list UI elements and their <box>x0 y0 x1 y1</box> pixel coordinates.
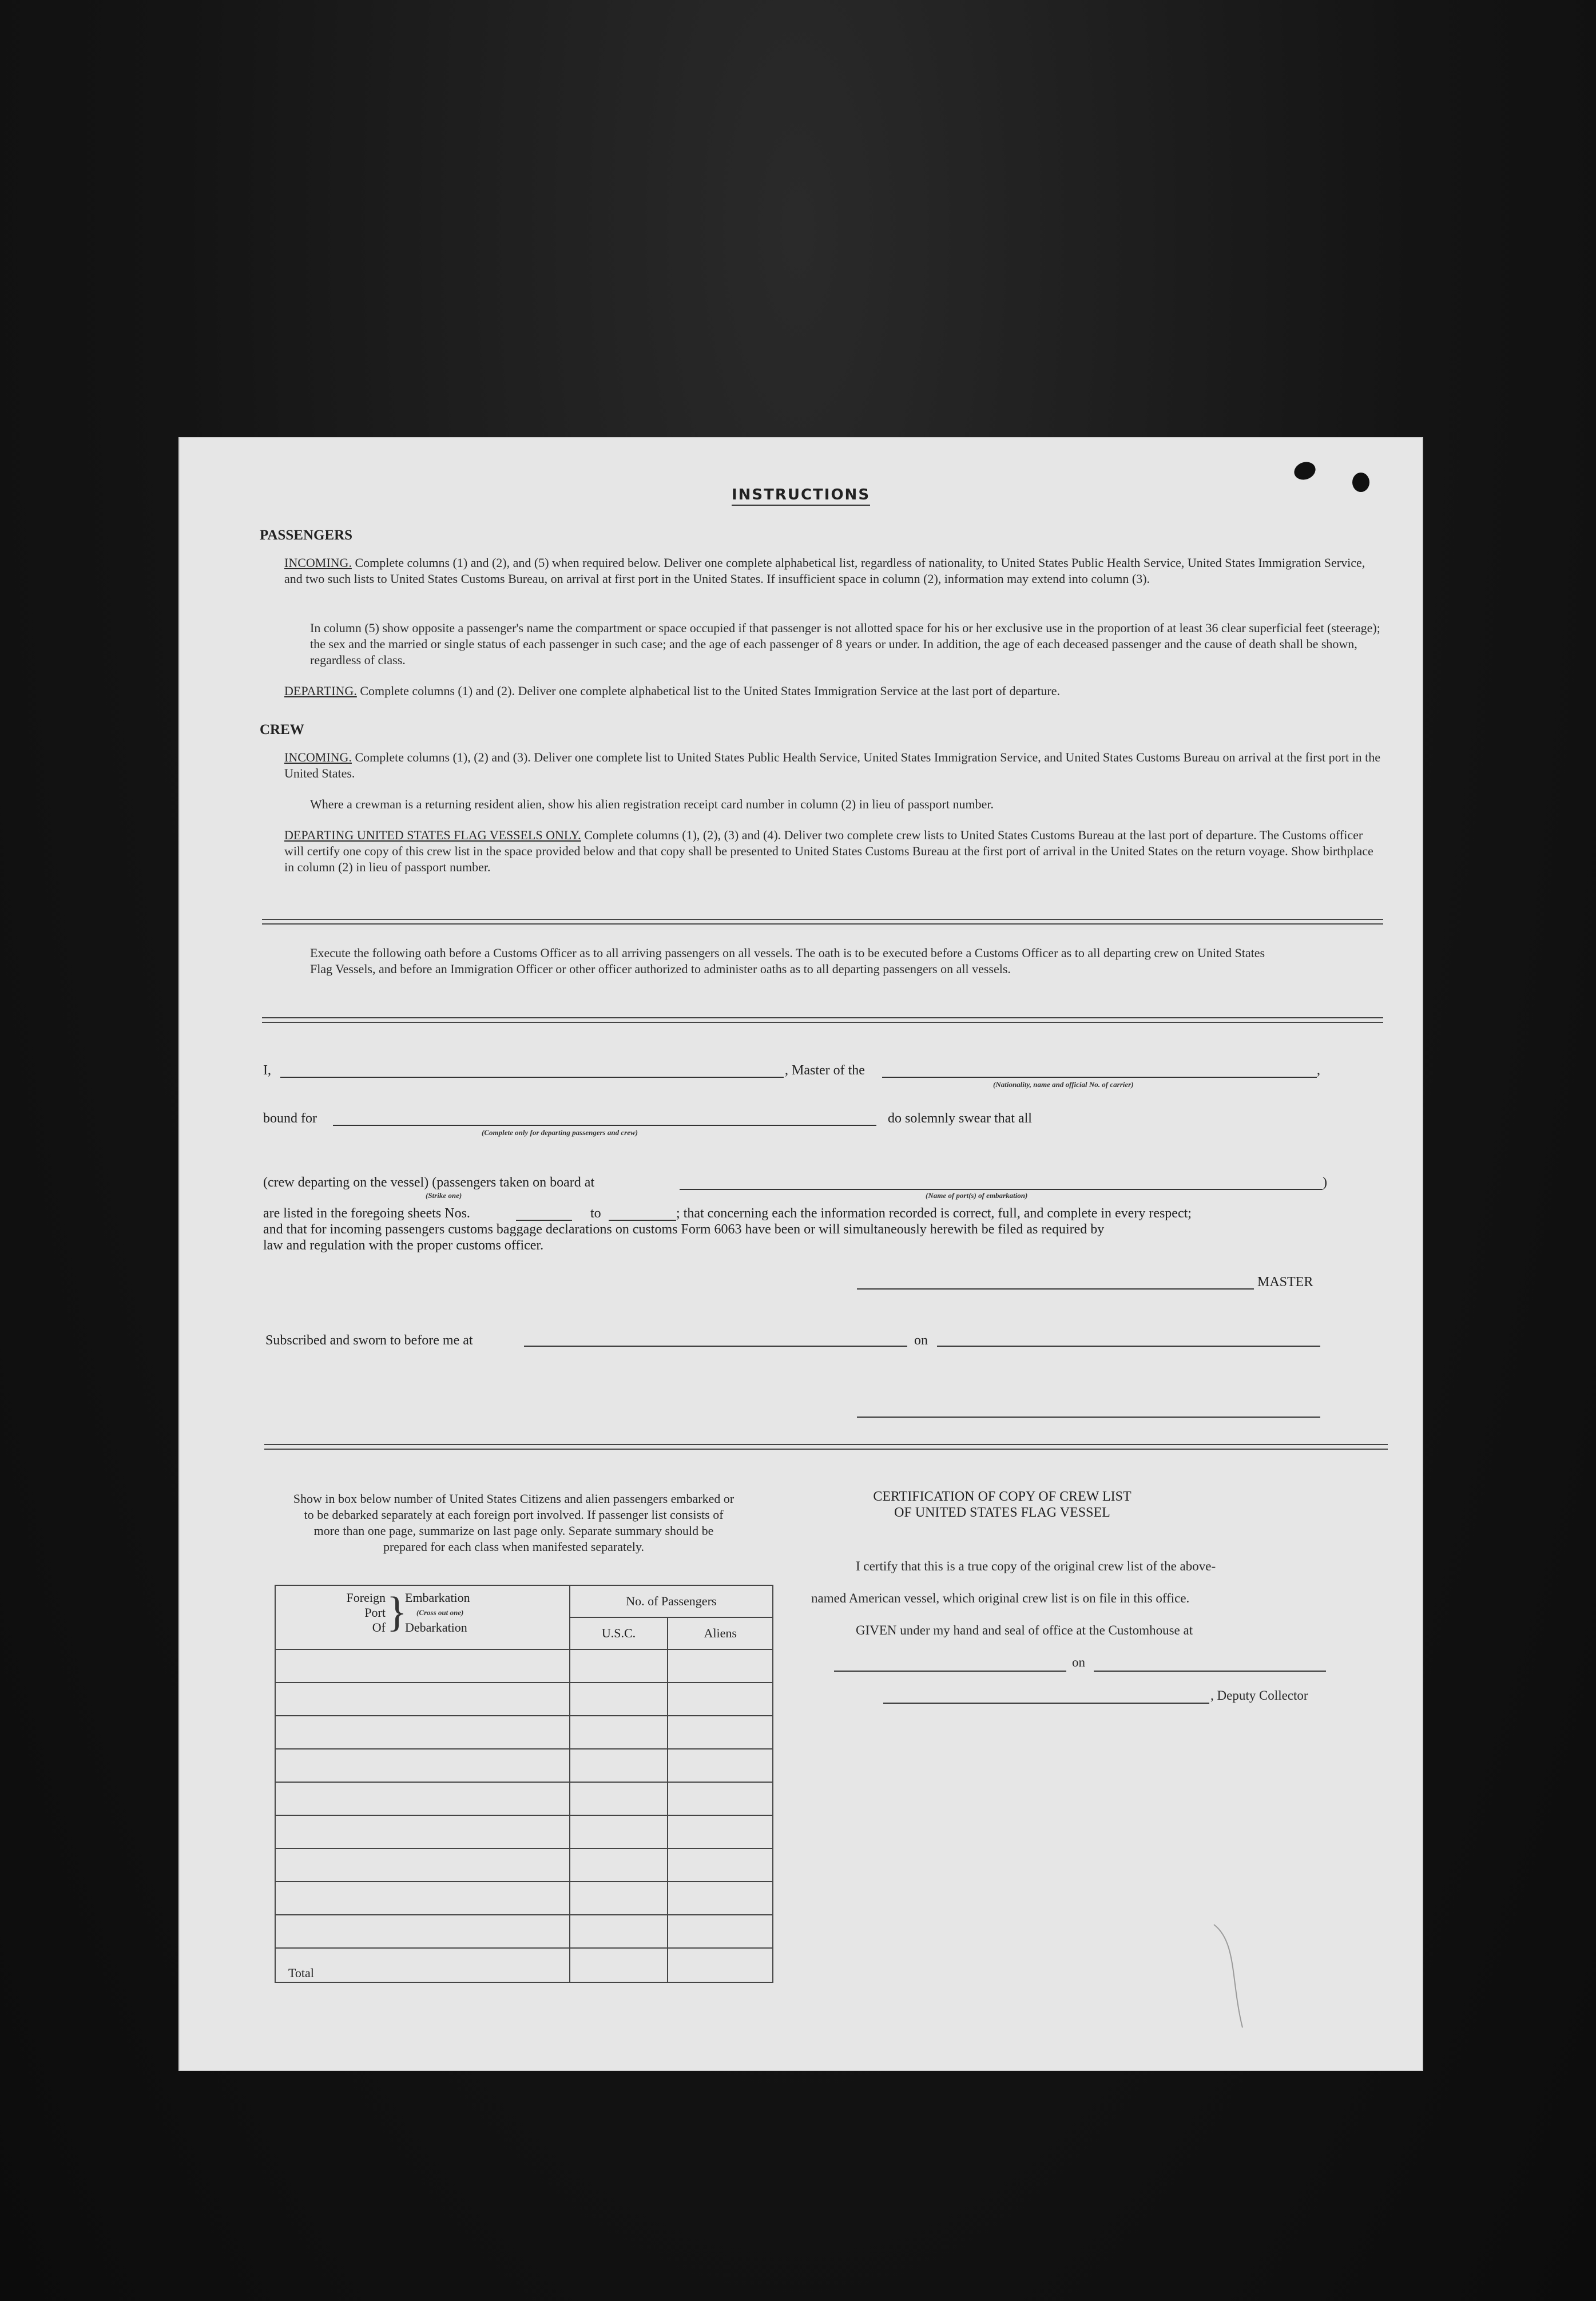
passengers-departing-text: Complete columns (1) and (2). Deliver one complete alphabetical list to the United States Immigration Service at the last port of departure. <box>360 684 1061 698</box>
crew-flag-paragraph <box>284 827 1383 875</box>
crew-flag-text: Complete columns (1), (2), (3) and (4). Deliver two complete crew lists to United States Customs Bureau at the last port of departure. The Customs officer will certify one copy of this crew list in the space provided below and that copy shall be presented to United States Customs Bureau at the first port of arrival in the United States on the return voyage. Show birthplace in column (2) in lieu of passport number. <box>284 828 1373 874</box>
close-paren: ) <box>1323 1175 1327 1190</box>
crew-heading: CREW <box>260 722 304 737</box>
passengers-incoming-paragraph <box>284 555 1383 587</box>
port-cell[interactable] <box>275 1649 570 1683</box>
master-signature-field[interactable] <box>857 1288 1254 1290</box>
of-label: Of <box>372 1620 386 1634</box>
master-of-label: , Master of the <box>785 1063 865 1078</box>
customhouse-field[interactable] <box>834 1671 1066 1672</box>
sworn-on-label: on <box>914 1333 928 1348</box>
foreign-label: Foreign <box>346 1590 386 1605</box>
page-title: INSTRUCTIONS <box>178 486 1423 503</box>
certification-title <box>808 1489 1197 1521</box>
nationality-caption: (Nationality, name and official No. of carrier) <box>993 1080 1134 1089</box>
carrier-field[interactable] <box>882 1077 1317 1078</box>
port-cell[interactable] <box>275 1716 570 1749</box>
form-page <box>178 437 1423 2071</box>
sworn-place-field[interactable] <box>524 1346 907 1347</box>
certification-line-3: GIVEN under my hand and seal of office at the Customhouse at <box>856 1623 1193 1637</box>
aliens-cell[interactable] <box>668 1649 773 1683</box>
aliens-cell[interactable] <box>668 1683 773 1716</box>
port-cell[interactable] <box>275 1782 570 1815</box>
divider <box>264 1444 1388 1450</box>
passengers-departing-lead: DEPARTING. <box>284 684 357 698</box>
divider <box>262 1017 1383 1023</box>
certification-line-2: named American vessel, which original crew list is on file in this office. <box>811 1591 1190 1605</box>
deputy-signature-field[interactable] <box>883 1703 1209 1704</box>
sheet-to-field[interactable] <box>609 1220 676 1221</box>
brace-icon: } <box>387 1589 407 1636</box>
bound-for-field[interactable] <box>333 1125 876 1126</box>
deputy-collector-label: , Deputy Collector <box>1210 1688 1308 1703</box>
aliens-cell[interactable] <box>668 1749 773 1782</box>
aliens-cell[interactable] <box>668 1815 773 1848</box>
usc-header: U.S.C. <box>570 1617 668 1649</box>
certification-date-field[interactable] <box>1094 1671 1326 1672</box>
officer-signature-field[interactable] <box>857 1417 1320 1418</box>
passengers-heading: PASSENGERS <box>260 527 353 543</box>
certification-line-1: I certify that this is a true copy of the original crew list of the above- <box>856 1559 1216 1573</box>
cross-out-caption: (Cross out one) <box>416 1608 464 1617</box>
embarkation-label: Embarkation <box>405 1590 470 1605</box>
certification-on-label: on <box>1072 1655 1085 1669</box>
bound-for-label: bound for <box>263 1111 317 1126</box>
divider <box>262 919 1383 925</box>
usc-cell[interactable] <box>570 1716 668 1749</box>
passengers-column5-paragraph: In column (5) show opposite a passenger's name the compartment or space occupied if that passenger is not allotted space for his or her exclusive use in the proportion of at least 36 clear superficial feet (steerage); the sex and the married or single status of each passenger in such case; and the age of each passenger of 8 years or under. In addition, the age of each deceased passenger and the cause of death shall be shown, regardless of class. <box>310 621 1380 667</box>
table-row <box>275 1649 773 1683</box>
table-row <box>275 1915 773 1948</box>
usc-cell[interactable] <box>570 1649 668 1683</box>
listed-label: are listed in the foregoing sheets Nos. <box>263 1206 470 1221</box>
aliens-total-cell[interactable] <box>668 1948 773 1982</box>
listed-to-label: to <box>590 1206 601 1221</box>
port-cell[interactable] <box>275 1683 570 1716</box>
table-row <box>275 1882 773 1915</box>
port-cell[interactable] <box>275 1848 570 1882</box>
port-cell[interactable] <box>275 1815 570 1848</box>
sworn-date-field[interactable] <box>937 1346 1320 1347</box>
certification-title-1: CERTIFICATION OF COPY OF CREW LIST <box>873 1489 1132 1504</box>
swear-label: do solemnly swear that all <box>888 1111 1032 1126</box>
ports-caption: (Name of port(s) of embarkation) <box>926 1191 1028 1200</box>
certification-title-2: OF UNITED STATES FLAG VESSEL <box>894 1505 1110 1520</box>
usc-cell[interactable] <box>570 1815 668 1848</box>
total-row <box>275 1948 773 1982</box>
debarkation-label: Debarkation <box>405 1620 467 1634</box>
table-row <box>275 1782 773 1815</box>
usc-total-cell[interactable] <box>570 1948 668 1982</box>
crew-incoming-lead: INCOMING. <box>284 750 352 764</box>
no-of-passengers-header: No. of Passengers <box>570 1585 773 1617</box>
table-row <box>275 1716 773 1749</box>
crew-flag-lead: DEPARTING UNITED STATES FLAG VESSELS ONLY. <box>284 828 581 842</box>
bound-for-caption: (Complete only for departing passengers and crew) <box>482 1128 638 1137</box>
master-label: MASTER <box>1257 1275 1313 1290</box>
usc-cell[interactable] <box>570 1882 668 1915</box>
usc-cell[interactable] <box>570 1915 668 1948</box>
passengers-departing-paragraph <box>284 683 1383 699</box>
pen-stroke <box>1197 1919 1265 2033</box>
port-cell[interactable] <box>275 1882 570 1915</box>
port-header-cell <box>275 1585 570 1649</box>
strike-caption: (Strike one) <box>426 1191 462 1200</box>
usc-cell[interactable] <box>570 1782 668 1815</box>
oath-comma: , <box>1317 1063 1320 1078</box>
usc-cell[interactable] <box>570 1848 668 1882</box>
aliens-header: Aliens <box>668 1617 773 1649</box>
listed-text-2: and that for incoming passengers customs baggage declarations on customs Form 6063 have been or will simultaneously herewith be filed as required by <box>263 1222 1105 1237</box>
crew-incoming-paragraph <box>284 749 1383 781</box>
ink-blot <box>1292 459 1318 482</box>
crew-passengers-label: (crew departing on the vessel) (passengers taken on board at <box>263 1175 595 1190</box>
sheet-from-field[interactable] <box>516 1220 572 1221</box>
oath-instruction: Execute the following oath before a Customs Officer as to all arriving passengers on all vessels. The oath is to be executed before a Customs Officer as to all departing crew on United States Flag Vessels, and before an Immigration Officer or other officer authorized to administer oaths as to all departing passengers on all vessels. <box>310 946 1265 976</box>
passengers-incoming-text: Complete columns (1) and (2), and (5) when required below. Deliver one complete alphabetical list, regardless of nationality, to United States Public Health Service, United States Immigration Service, and two such lists to United States Customs Bureau, on arrival at first port in the United States. If insufficient space in column (2), information may extend into column (3). <box>284 556 1365 586</box>
aliens-cell[interactable] <box>668 1782 773 1815</box>
port-cell[interactable] <box>275 1915 570 1948</box>
usc-cell[interactable] <box>570 1749 668 1782</box>
master-name-field[interactable] <box>280 1077 784 1078</box>
passengers-incoming-lead: INCOMING. <box>284 556 352 570</box>
subscribed-label: Subscribed and sworn to before me at <box>265 1333 473 1348</box>
port-label: Port <box>364 1605 386 1620</box>
passenger-ports-table <box>275 1585 773 1983</box>
crew-resident-paragraph: Where a crewman is a returning resident alien, show his alien registration receipt card number in column (2) in lieu of passport number. <box>310 797 994 811</box>
usc-cell[interactable] <box>570 1683 668 1716</box>
embarkation-ports-field[interactable] <box>680 1189 1323 1190</box>
aliens-cell[interactable] <box>668 1915 773 1948</box>
table-row <box>275 1683 773 1716</box>
crew-incoming-text: Complete columns (1), (2) and (3). Deliver one complete list to United States Public Health Service, United States Immigration Service, and United States Customs Bureau on arrival at the first port in the United States. <box>284 750 1381 780</box>
table-row <box>275 1848 773 1882</box>
listed-text-3: law and regulation with the proper customs officer. <box>263 1238 544 1253</box>
aliens-cell[interactable] <box>668 1882 773 1915</box>
aliens-cell[interactable] <box>668 1848 773 1882</box>
port-cell[interactable] <box>275 1749 570 1782</box>
oath-i-label: I, <box>263 1063 271 1078</box>
summary-note: Show in box below number of United States Citizens and alien passengers embarked or to be debarked separately at each foreign port involved. If passenger list consists of more than one page, summarize on last page only. Separate summary should be prepared for each class when manifested separately. <box>293 1491 735 1554</box>
total-label: Total <box>275 1948 570 1982</box>
aliens-cell[interactable] <box>668 1716 773 1749</box>
listed-text: ; that concerning each the information recorded is correct, full, and complete in every respect; <box>676 1206 1192 1221</box>
table-row <box>275 1815 773 1848</box>
table-row <box>275 1749 773 1782</box>
